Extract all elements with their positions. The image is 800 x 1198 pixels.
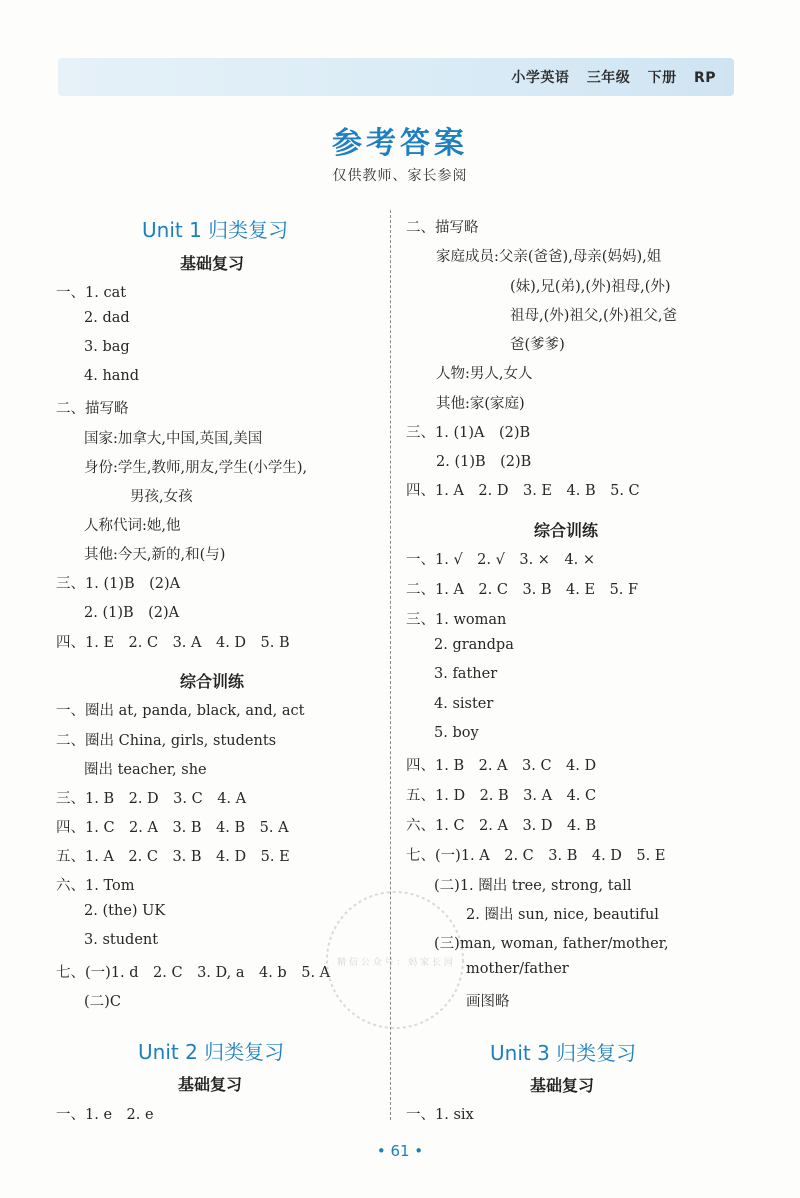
left-line-10: 三、1. (1)B (2)A [56,576,181,592]
left-line-9: 其他:今天,新的,和(与) [84,547,226,563]
right-line2-15: 画图略 [466,994,510,1010]
header-band [58,58,734,96]
left-line-11: 2. (1)B (2)A [84,605,180,621]
watermark-text: 精 信 公 众 号 ： 妈 家 长 园 [337,958,453,968]
header-edition: RP [693,70,716,86]
left-line-7: 男孩,女孩 [130,489,193,505]
right-line-8: 2. (1)B (2)B [436,454,532,470]
right-line2-6: 5. boy [434,725,479,741]
left-line2-2: 圈出 teacher, she [84,762,207,778]
right-line-7: 三、1. (1)A (2)B [406,425,531,441]
left-last-line: 一、1. e 2. e [56,1107,154,1123]
page-subtitle: 仅供教师、家长参阅 [332,168,468,184]
unit3-title: Unit 3 归类复习 [490,1041,637,1065]
right-line2-5: 4. sister [434,696,494,712]
right-line2-9: 六、1. C 2. A 3. D 4. B [406,818,597,834]
right-line2-3: 2. grandpa [434,637,514,653]
right-line2-12: 2. 圈出 sun, nice, beautiful [466,907,659,923]
left-line2-8: 3. student [84,932,159,948]
left-line2-10: (二)C [84,994,121,1010]
left-zonghe-title: 综合训练 [180,672,245,691]
right-line-1: 家庭成员:父亲(爸爸),母亲(妈妈),姐 [436,249,662,265]
watermark-stamp [320,885,470,1035]
left-line-0: 一、1. cat [56,285,127,301]
unit1-title: Unit 1 归类复习 [142,218,289,242]
page-title: 参考答案 [332,126,468,161]
right-line-2: (妹),兄(弟),(外)祖母,(外) [510,279,671,295]
right-last-line: 一、1. six [406,1107,474,1123]
left-line2-4: 四、1. C 2. A 3. B 4. B 5. A [56,820,289,836]
left-jichu-title: 基础复习 [180,254,245,273]
right-zonghe-title: 综合训练 [534,521,599,540]
right-line2-11: (二)1. 圈出 tree, strong, tall [434,878,632,894]
left-line-5: 国家:加拿大,中国,英国,美国 [84,431,263,447]
right-line2-0: 一、1. √ 2. √ 3. × 4. × [406,552,596,568]
right-line2-14: mother/father [466,961,569,977]
right-line-9: 四、1. A 2. D 3. E 4. B 5. C [406,483,640,499]
header-grade: 三年级 [586,70,631,86]
right-line2-2: 三、1. woman [406,612,507,628]
left-line-2: 3. bag [84,339,130,355]
left-line2-1: 二、圈出 China, girls, students [56,733,277,749]
left-line-1: 2. dad [84,310,130,326]
right-line2-13: (三)man, woman, father/mother, [434,936,669,952]
right-line2-8: 五、1. D 2. B 3. A 4. C [406,788,597,804]
left-line2-9: 七、(一)1. d 2. C 3. D, a 4. b 5. A [56,965,331,981]
right-line2-10: 七、(一)1. A 2. C 3. B 4. D 5. E [406,848,666,864]
page-number: • 61 • [376,1142,424,1160]
right-line-4: 爸(爹爹) [510,337,565,353]
header-text [499,67,716,87]
left-jichu2-title: 基础复习 [178,1075,243,1094]
left-line2-7: 2. (the) UK [84,903,166,919]
left-line2-5: 五、1. A 2. C 3. B 4. D 5. E [56,849,290,865]
header-subject: 小学英语 [511,70,570,86]
right-line-5: 人物:男人,女人 [436,366,533,382]
right-line-6: 其他:家(家庭) [436,396,525,412]
left-line-12: 四、1. E 2. C 3. A 4. D 5. B [56,635,290,651]
right-line2-1: 二、1. A 2. C 3. B 4. E 5. F [406,582,639,598]
left-line-6: 身份:学生,教师,朋友,学生(小学生), [84,460,308,476]
left-line2-6: 六、1. Tom [56,878,135,894]
left-line2-3: 三、1. B 2. D 3. C 4. A [56,791,247,807]
unit2-title: Unit 2 归类复习 [138,1040,285,1064]
right-jichu3-title: 基础复习 [530,1076,595,1095]
left-line-3: 4. hand [84,368,140,384]
header-volume: 下册 [647,70,677,86]
left-line2-0: 一、圈出 at, panda, black, and, act [56,703,305,719]
right-line2-4: 3. father [434,666,498,682]
right-line2-7: 四、1. B 2. A 3. C 4. D [406,758,597,774]
left-line-8: 人称代词:她,他 [84,518,181,534]
left-line-4: 二、描写略 [56,401,129,417]
right-line-0: 二、描写略 [406,220,479,236]
right-line-3: 祖母,(外)祖父,(外)祖父,爸 [510,308,677,324]
